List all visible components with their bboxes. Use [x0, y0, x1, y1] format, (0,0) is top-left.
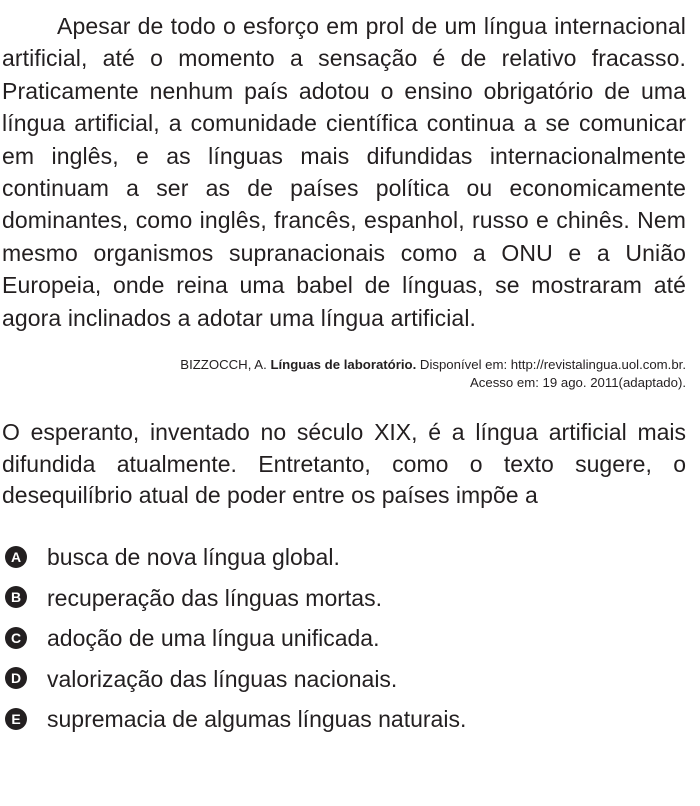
citation-title: Línguas de laboratório. — [270, 357, 417, 373]
citation-line-1 — [2, 356, 686, 374]
option-c-letter-icon: C — [5, 627, 27, 649]
option-d-text: valorização das línguas nacionais. — [47, 665, 398, 692]
question-stem: O esperanto, inventado no século XIX, é a língua artificial mais difundida atualmente. Entretanto, como o texto sugere, o desequilíbrio atual de poder entre os países impõe a — [2, 419, 686, 509]
citation-author: BIZZOCCH, A. — [180, 357, 267, 373]
option-e-text: supremacia de algumas línguas naturais. — [47, 706, 467, 733]
option-a-letter-icon: A — [5, 546, 27, 568]
citation-access: Acesso em: 19 ago. 2011(adaptado). — [469, 375, 686, 391]
option-e-letter-icon: E — [5, 708, 27, 730]
answer-options — [2, 538, 686, 741]
option-b[interactable] — [2, 578, 686, 619]
option-e[interactable] — [2, 700, 686, 741]
option-d[interactable] — [2, 659, 686, 700]
option-b-letter-icon: B — [5, 586, 27, 608]
option-c-text: adoção de uma língua unificada. — [47, 625, 380, 652]
citation — [2, 356, 686, 392]
option-b-text: recuperação das línguas mortas. — [47, 584, 382, 611]
option-c[interactable] — [2, 619, 686, 660]
option-d-letter-icon: D — [5, 667, 27, 689]
source-passage: Apesar de todo o esforço em prol de um língua internacional artificial, até o momento a sensação é de relativo fracasso. Praticamente nenhum país adotou o ensino obrigatório de uma língua artificial, a comunidade científica continua a se comunicar em inglês, e as línguas mais difundidas internacionalmente continuam a ser as de países política ou economicamente dominantes, como inglês, francês, espanhol, russo e chinês. Nem mesmo organismos supranacionais como a ONU e a União Europeia, onde reina uma babel de línguas, se mostraram até agora inclinados a adotar uma língua artificial. — [2, 13, 686, 331]
citation-available: Disponível em: http://revistalingua.uol.com.br. — [419, 357, 686, 373]
option-a[interactable] — [2, 538, 686, 579]
option-a-text: busca de nova língua global. — [47, 544, 340, 571]
